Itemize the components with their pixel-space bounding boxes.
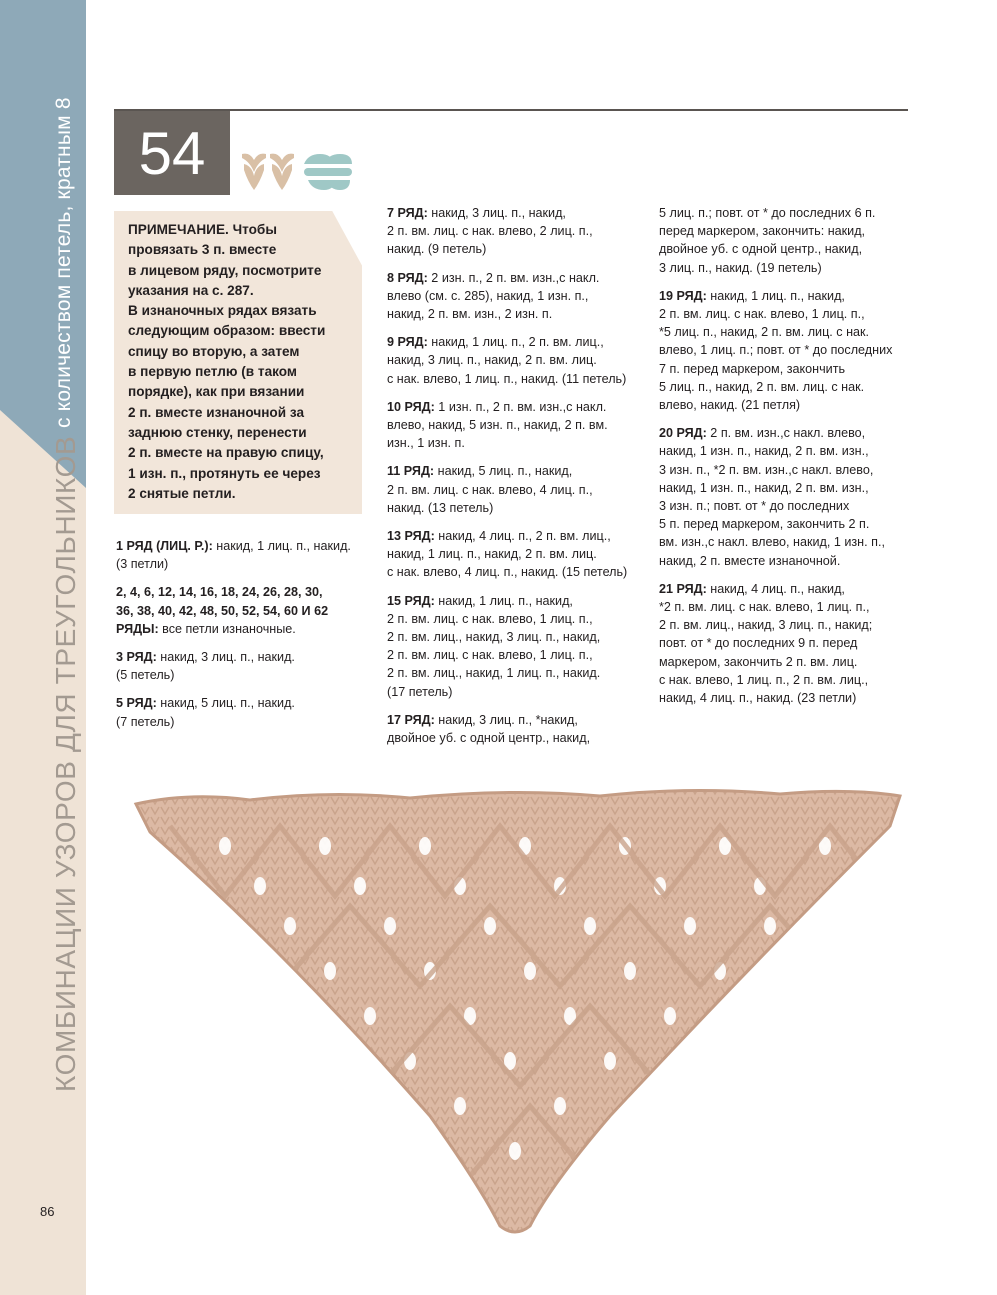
row-text: накид, 3 лиц. п., накид. (156, 650, 295, 665)
note-line: 2 снятые петли. (128, 485, 236, 501)
row-text: (17 петель) (387, 684, 453, 699)
note-line: в лицевом ряду, посмотрите (128, 262, 322, 278)
row-text: (5 петель) (116, 668, 175, 683)
row-text: 2 п. вм. лиц. с нак. влево, 1 лиц. п., (387, 648, 593, 663)
row-text: накид, 1 лиц. п., накид, 2 п. вм. лиц. (387, 547, 597, 562)
row-text: изн., 1 изн. п. (387, 436, 465, 451)
row-instruction (387, 527, 647, 582)
row-text: маркером, закончить 2 п. вм. лиц. (659, 654, 858, 669)
row-label: 1 РЯД (ЛИЦ. Р.): (116, 539, 213, 553)
row-text: 2 п. вм. лиц. с нак. влево, 4 лиц. п., (387, 482, 593, 497)
row-text: накид, 1 лиц. п., 2 п. вм. лиц., (427, 335, 604, 350)
row-label: РЯДЫ: (116, 621, 159, 636)
row-text: вм. изн.,с накл. влево, накид, 1 изн. п., (659, 535, 885, 550)
instructions-column-2 (387, 204, 647, 757)
row-text: 2 п. вм. лиц., накид, 3 лиц. п., накид; (659, 618, 873, 633)
row-text: накид, 1 изн. п., накид, 2 п. вм. изн., (659, 480, 869, 495)
sidebar (0, 0, 86, 1295)
sidebar-title: КОМБИНАЦИИ УЗОРОВ ДЛЯ ТРЕУГОЛЬНИКОВ (50, 435, 81, 1092)
row-text: 2 п. вм. лиц. с нак. влево, 1 лиц. п., (387, 611, 593, 626)
row-instruction (659, 580, 921, 707)
note-label: ПРИМЕЧАНИЕ. (128, 222, 229, 237)
page-number: 86 (40, 1204, 55, 1219)
row-text: 3 изн. п., *2 п. вм. изн.,с накл. влево, (659, 462, 874, 477)
row-instruction (116, 694, 374, 730)
row-text: накид, 1 лиц. п., накид, (706, 288, 845, 303)
row-label: 19 РЯД: (659, 288, 707, 303)
row-text: накид, 1 изн. п., накид, 2 п. вм. изн., (659, 444, 869, 459)
row-text: накид, 4 лиц. п., накид. (23 петли) (659, 691, 857, 706)
row-label: 17 РЯД: (387, 712, 435, 727)
header-rule (114, 109, 908, 111)
knit-stitch-icon (240, 152, 296, 192)
row-text: 5 лиц. п., накид, 2 п. вм. лиц. с нак. (659, 379, 865, 394)
row-text: двойное уб. с одной центр., накид, (659, 242, 863, 257)
row-text: накид, 3 лиц. п., накид, (427, 206, 566, 220)
row-text: 2 п. вм. лиц. с нак. влево, 2 лиц. п., (387, 224, 593, 239)
note-line: 2 п. вместе изнаночной за (128, 404, 305, 420)
row-label: 36, 38, 40, 42, 48, 50, 52, 54, 60 И 62 (116, 603, 329, 618)
row-text: 2 п. вм. лиц., накид, 3 лиц. п., накид, (387, 630, 601, 645)
note-line: в первую петлю (в таком (128, 364, 297, 380)
row-instruction (387, 398, 647, 453)
row-text: с нак. влево, 4 лиц. п., накид. (15 петель) (387, 565, 628, 580)
row-text: накид, 1 лиц. п., накид. (212, 539, 351, 553)
row-text: 2 п. вм. изн.,с накл. влево, (706, 426, 866, 441)
row-text: с нак. влево, 1 лиц. п., накид. (11 петель) (387, 371, 627, 386)
row-text: 2 изн. п., 2 п. вм. изн.,с накл. (427, 270, 600, 285)
row-instruction (116, 648, 374, 684)
row-text: 2 п. вм. лиц. с нак. влево, 1 лиц. п., (659, 307, 865, 322)
note-line: спицу во вторую, а затем (128, 343, 300, 359)
knitted-swatch-photo (130, 786, 905, 1238)
instructions-column-1 (116, 537, 374, 741)
row-text: накид. (13 петель) (387, 500, 494, 515)
row-label: 20 РЯД: (659, 426, 707, 441)
row-label: 9 РЯД: (387, 335, 428, 350)
row-text: накид, 5 лиц. п., накид. (156, 696, 295, 711)
row-instruction (387, 592, 647, 701)
note-text (128, 220, 356, 504)
note-line: провязать 3 п. вместе (128, 242, 277, 258)
row-label: 8 РЯД: (387, 270, 428, 285)
row-text: влево, 1 лиц. п.; повт. от * до последних (659, 343, 893, 358)
row-label: 7 РЯД: (387, 206, 428, 220)
pattern-number: 54 (114, 111, 230, 195)
instructions-column-3 (659, 204, 921, 717)
note-line: указания на с. 287. (128, 282, 254, 298)
row-text: 5 п. перед маркером, закончить 2 п. (659, 517, 870, 532)
row-text: накид, 4 лиц. п., накид, (706, 581, 845, 596)
row-text: 1 изн. п., 2 п. вм. изн.,с накл. (434, 399, 607, 414)
row-text: перед маркером, закончить: накид, (659, 224, 866, 239)
row-label: 2, 4, 6, 12, 14, 16, 18, 24, 26, 28, 30, (116, 585, 323, 600)
row-label: 5 РЯД: (116, 696, 157, 711)
row-label: 3 РЯД: (116, 650, 157, 665)
note-line: следующим образом: ввести (128, 323, 326, 339)
row-text: 5 лиц. п.; повт. от * до последних 6 п. (659, 206, 876, 220)
row-text: накид, 2 п. вм. изн., 2 изн. п. (387, 307, 553, 322)
row-label: 13 РЯД: (387, 529, 435, 544)
row-text: повт. от * до последних 9 п. перед (659, 636, 858, 651)
row-instruction (659, 424, 921, 570)
row-instruction (659, 287, 921, 414)
row-label: 15 РЯД: (387, 593, 435, 608)
row-text: накид, 1 лиц. п., накид, (434, 593, 573, 608)
row-instruction (387, 333, 647, 388)
row-text: 2 п. вм. лиц., накид, 1 лиц. п., накид. (387, 666, 601, 681)
row-instruction (387, 462, 647, 517)
row-text: влево, накид. (21 петля) (659, 398, 801, 413)
note-line: Чтобы (228, 222, 277, 237)
note-line: заднюю стенку, перенести (128, 424, 307, 440)
row-text: накид, 2 п. вместе изнаночной. (659, 553, 841, 568)
row-text: (7 петель) (116, 714, 175, 729)
row-instruction (387, 711, 647, 747)
note-line: 2 п. вместе на правую спицу, (128, 445, 324, 461)
sidebar-subtitle: с количеством петель, кратным 8 (52, 97, 75, 428)
purl-stitch-icon (302, 152, 354, 192)
row-text: накид, 3 лиц. п., накид, 2 п. вм. лиц. (387, 353, 597, 368)
row-instruction (116, 583, 374, 638)
row-text: двойное уб. с одной центр., накид, (387, 731, 591, 746)
row-text: накид, 4 лиц. п., 2 п. вм. лиц., (434, 529, 611, 544)
row-text: 7 п. перед маркером, закончить (659, 361, 846, 376)
row-text: накид, 5 лиц. п., накид, (434, 464, 573, 479)
row-text: все петли изнаночные. (158, 621, 296, 636)
note-line: 1 изн. п., протянуть ее через (128, 465, 321, 481)
row-instruction (659, 204, 921, 277)
row-text: 3 лиц. п., накид. (19 петель) (659, 260, 822, 275)
note-line: порядке), как при вязании (128, 384, 305, 400)
row-text: 3 изн. п.; повт. от * до последних (659, 499, 850, 514)
row-text: *2 п. вм. лиц. с нак. влево, 1 лиц. п., (659, 600, 870, 615)
row-text: влево, накид, 5 изн. п., накид, 2 п. вм. (387, 418, 608, 433)
row-text: *5 лиц. п., накид, 2 п. вм. лиц. с нак. (659, 325, 870, 340)
row-label: 11 РЯД: (387, 464, 435, 479)
row-label: 21 РЯД: (659, 581, 707, 596)
row-text: влево (см. с. 285), накид, 1 изн. п., (387, 288, 589, 303)
row-text: (3 петли) (116, 557, 169, 572)
row-instruction (387, 204, 647, 259)
row-text: с нак. влево, 1 лиц. п., 2 п. вм. лиц., (659, 672, 869, 687)
row-instruction (387, 269, 647, 324)
row-instruction (116, 537, 374, 573)
row-text: накид. (9 петель) (387, 242, 487, 257)
note-line: В изнаночных рядах вязать (128, 303, 317, 319)
row-label: 10 РЯД: (387, 399, 435, 414)
row-text: накид, 3 лиц. п., *накид, (434, 712, 578, 727)
